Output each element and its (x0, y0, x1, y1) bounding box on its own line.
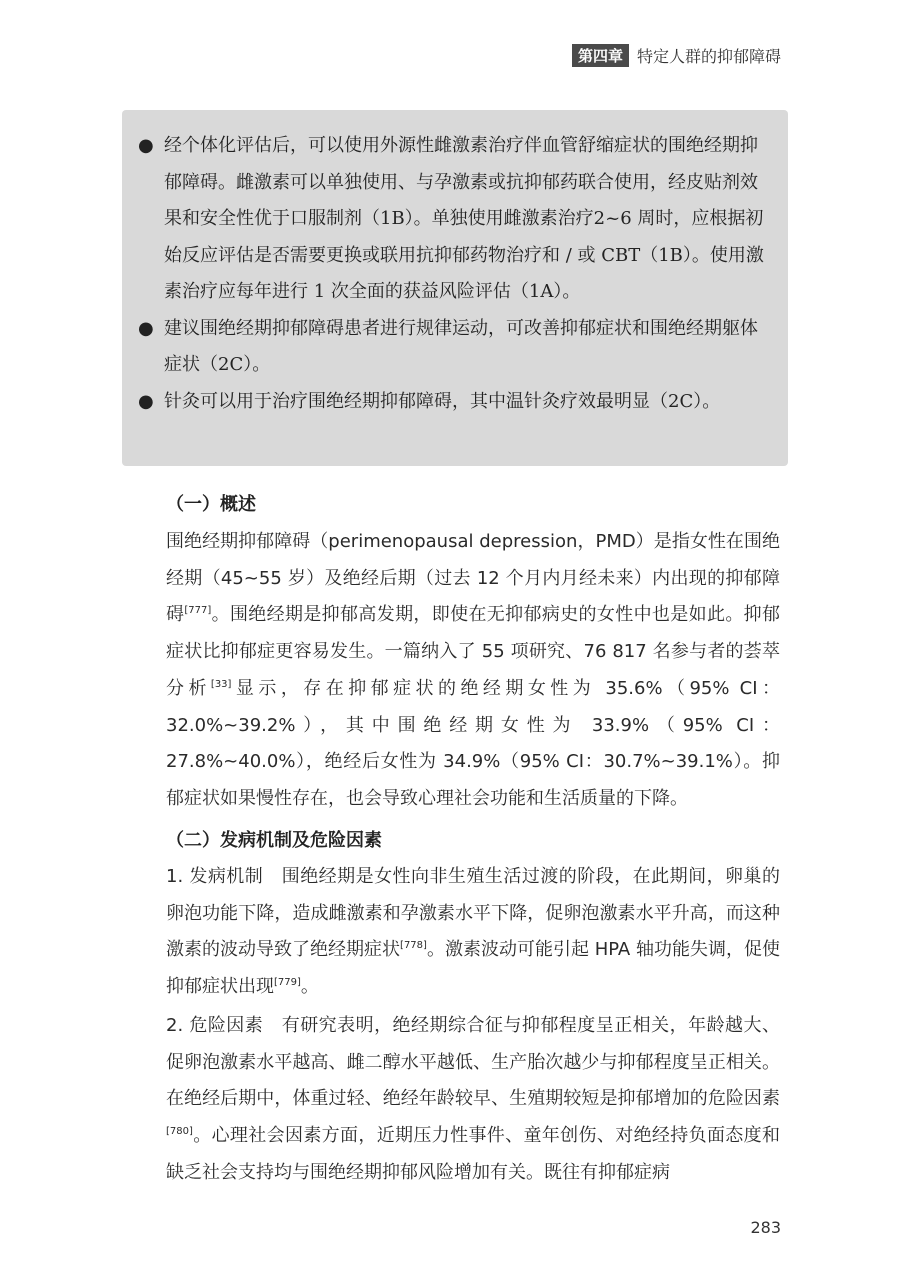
citation-ref: [777] (184, 605, 212, 617)
recommendation-item (138, 311, 770, 384)
recommendation-text: 经个体化评估后，可以使用外源性雌激素治疗伴血管舒缩症状的围绝经期抑郁障碍。雌激素可以单独使用、与孕激素或抗抑郁药联合使用，经皮贴剂效果和安全性优于口服制剂（1B）。单独使用雌激素治疗2~6 周时，应根据初始反应评估是否需要更换或联用抗抑郁药物治疗和 / 或 CBT（1B）。使用激素治疗应每年进行 1 次全面的获益风险评估（1A）。 (164, 135, 764, 302)
mechanism-text-1: 1. 发病机制 围绝经期是女性向非生殖生活过渡的阶段，在此期间，卵巢的卵泡功能下降，造成雌激素和孕激素水平下降，促卵泡激素水平升高，而这种激素的波动导致了绝经期症状 (166, 866, 780, 961)
mechanism-paragraph (166, 859, 780, 1006)
overview-paragraph (166, 524, 780, 818)
section-title-mechanism: （二）发病机制及危险因素 (166, 830, 382, 851)
bullet-icon: ● (138, 390, 154, 412)
chapter-tag: 第四章 (572, 44, 629, 67)
citation-ref: [778] (400, 940, 427, 952)
risk-text-2: 。心理社会因素方面，近期压力性事件、童年创伤、对绝经持负面态度和缺乏社会支持均与围绝经期抑郁风险增加有关。既往有抑郁症病 (166, 1125, 780, 1183)
overview-text-2: 。围绝经期是抑郁高发期，即使在无抑郁病史的女性中也是如此。抑郁症状比抑郁症更容易发生。一篇纳入了 55 项研究、76 817 名参与者的荟萃分析 (166, 604, 781, 699)
citation-ref: [33] (210, 678, 232, 690)
chapter-title: 特定人群的抑郁障碍 (636, 47, 781, 66)
mechanism-text-3: 。 (300, 976, 319, 998)
mechanism-text-2: 。激素波动可能引起 HPA 轴功能失调，促使抑郁症状出现 (166, 939, 780, 998)
citation-ref: [780] (166, 1126, 193, 1138)
overview-text-3: 显示，存在抑郁症状的绝经期女性为 35.6%（95% CI：32.0%~39.2%），其中围绝经期女性为 33.9%（95% CI：27.8%~40.0%），绝经后女性为 34.9%（95% CI：30.7%~39.1%）。抑郁症状如果慢性存在，也会导致心理社会功能和生活质量的下降。 (166, 677, 781, 809)
recommendation-item (138, 128, 770, 311)
bullet-icon: ● (138, 135, 154, 156)
bullet-icon: ● (138, 317, 154, 339)
overview-text-1: 围绝经期抑郁障碍（perimenopausal depression，PMD）是指女性在围绝经期（45~55 岁）及绝经后期（过去 12 个月内月经未来）内出现的抑郁障碍 (166, 531, 780, 626)
section-title-overview: （一）概述 (166, 494, 256, 515)
recommendation-item (138, 384, 770, 421)
citation-ref: [779] (274, 977, 301, 989)
page-number: 283 (750, 1218, 781, 1237)
risk-text-1: 2. 危险因素 有研究表明，绝经期综合征与抑郁程度呈正相关，年龄越大、促卵泡激素水平越高、雌二醇水平越低、生产胎次越少与抑郁程度呈正相关。在绝经后期中，体重过轻、绝经年龄较早、生殖期较短是抑郁增加的危险因素 (166, 1015, 780, 1110)
recommendation-text: 针灸可以用于治疗围绝经期抑郁障碍，其中温针灸疗效最明显（2C）。 (164, 390, 721, 412)
recommendation-text: 建议围绝经期抑郁障碍患者进行规律运动，可改善抑郁症状和围绝经期躯体症状（2C）。 (164, 317, 758, 375)
recommendation-box (122, 110, 788, 466)
risk-factor-paragraph (166, 1008, 780, 1192)
running-header (572, 44, 781, 67)
